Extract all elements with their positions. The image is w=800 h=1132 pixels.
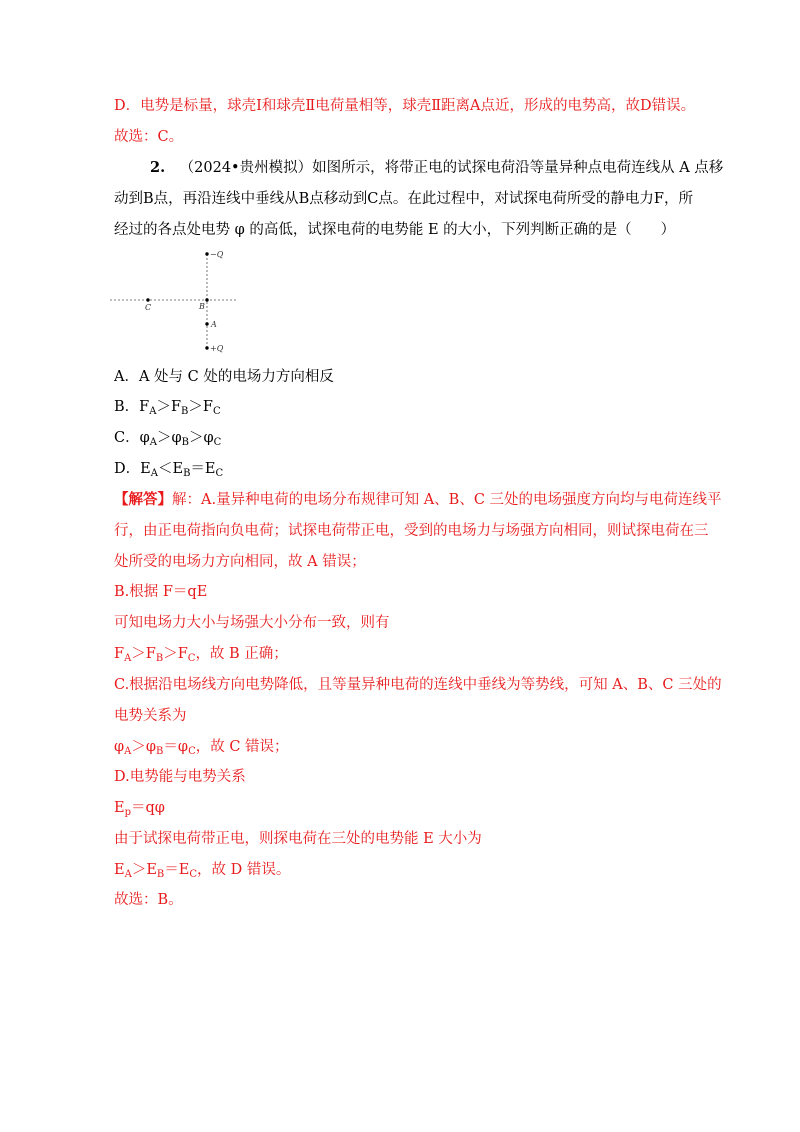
option-d: D．$E_A<E_B=E_C$ — [114, 461, 224, 479]
question-number: 2. — [150, 159, 166, 176]
solution-line2: 行，由正电荷指向负电荷；试探电荷带正电，受到的电场力与场强方向相同，则试探电荷在三 — [114, 523, 709, 539]
label-point-b: B — [199, 302, 205, 311]
solution-choice: 故选：B。 — [114, 892, 183, 908]
prev-answer-d-line: D．电势是标量，球壳Ⅰ和球壳Ⅱ电荷量相等，球壳Ⅱ距离A点近，形成的电势高，故D错误。 — [114, 98, 696, 114]
option-c-prefix: C． — [114, 430, 140, 446]
solution-line6: $F_A>F_B>F_C$，故 B 正确； — [114, 646, 288, 664]
option-d-prefix: D． — [114, 461, 141, 477]
question-stem-line2: 动到B点，再沿连线中垂线从B点移动到C点。在此过程中，对试探电荷所受的静电力F，所 — [114, 191, 693, 207]
solution-line12: 由于试探电荷带正电，则探电荷在三处的电势能 E 大小为 — [114, 831, 482, 847]
option-b: B．$F_A>F_B>F_C$ — [114, 399, 221, 417]
point-b-dot — [205, 298, 208, 301]
option-b-prefix: B． — [114, 399, 140, 415]
solution-line8: 电势关系为 — [114, 708, 187, 724]
positive-charge-dot — [205, 346, 208, 349]
point-a-dot — [205, 322, 208, 325]
option-a: A．A 处与 C 处的电场力方向相反 — [114, 369, 334, 385]
solution-line1 — [114, 490, 722, 510]
prev-answer-choice: 故选：C。 — [114, 129, 184, 145]
solution-line5: 可知电场力大小与场强大小分布一致，则有 — [114, 615, 390, 631]
solution-line9: $\varphi_A>\varphi_B=\varphi_C$，故 C 错误； — [114, 739, 289, 757]
label-point-c: C — [145, 303, 152, 312]
option-c: C．$\varphi_A>\varphi_B>\varphi_C$ — [114, 430, 222, 448]
solution-line7: C.根据沿电场线方向电势降低，且等量异种电荷的连线中垂线为等势线，可知 A、B、C 三处的 — [114, 677, 722, 693]
question-stem-line3: 经过的各点处电势 φ 的高低，试探电荷的电势能 E 的大小，下列判断正确的是（ ） — [114, 222, 676, 238]
point-c-dot — [146, 298, 149, 301]
solution-line11: $E_p=q\varphi$ — [114, 800, 165, 818]
label-negative-charge: −Q — [210, 250, 224, 259]
solution-line3: 处所受的电场力方向相同，故 A 错误； — [114, 554, 366, 570]
question-stem-text: （2024•贵州模拟）如图所示，将带正电的试探电荷沿等量异种点电荷连线从 A 点移 — [179, 160, 724, 176]
negative-charge-dot — [205, 252, 208, 255]
question-stem-line1 — [150, 158, 723, 178]
solution-tag: 【解答】 — [114, 491, 172, 508]
solution-line1-text: 解：A.量异种电荷的电场分布规律可知 A、B、C 三处的电场强度方向均与电荷连线平 — [172, 492, 722, 508]
solution-line4: B.根据 F＝qE — [114, 584, 208, 600]
solution-line10: D.电势能与电势关系 — [114, 769, 246, 785]
solution-line6-suffix: ，故 B 正确； — [195, 646, 288, 662]
charge-diagram — [110, 244, 250, 356]
label-point-a: A — [211, 320, 217, 329]
solution-line13: $E_A>E_B=E_C$，故 D 错误。 — [114, 862, 291, 880]
label-positive-charge: +Q — [210, 344, 224, 353]
solution-line9-suffix: ，故 C 错误； — [195, 739, 289, 755]
solution-line13-suffix: ，故 D 错误。 — [197, 862, 291, 878]
